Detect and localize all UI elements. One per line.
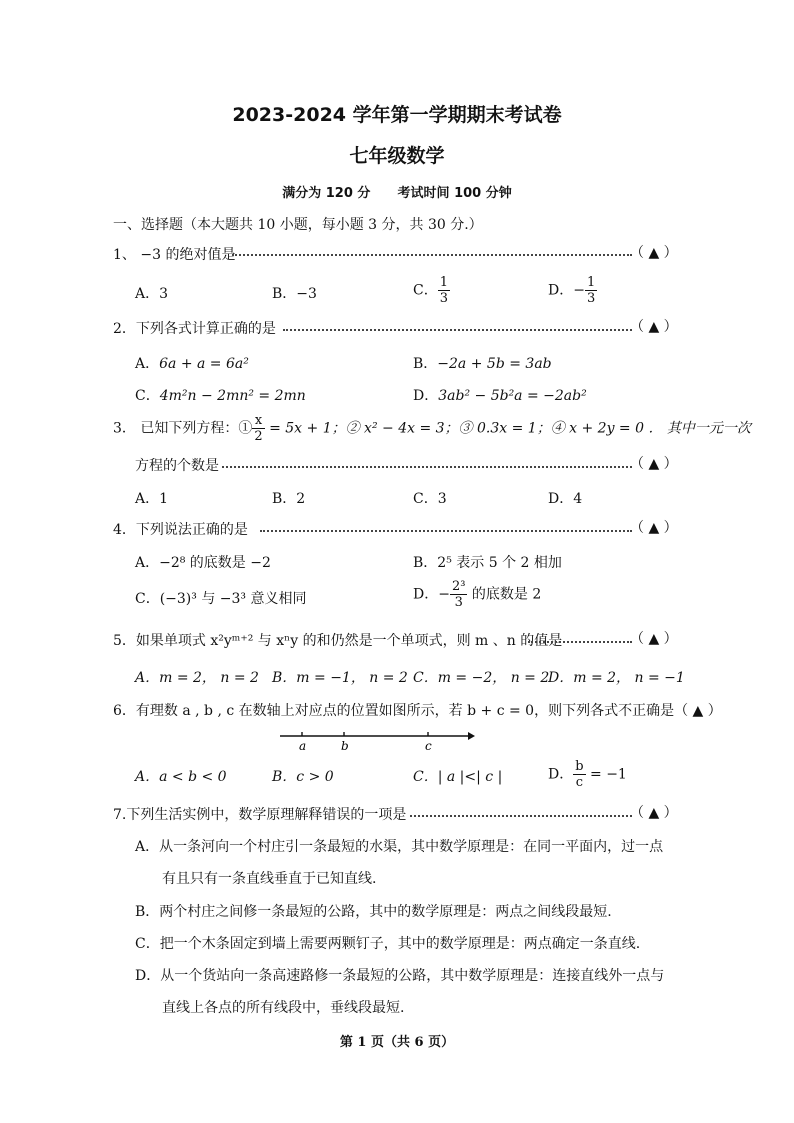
number-line	[280, 724, 475, 752]
answer-mark: （ ▲ ）	[630, 245, 678, 261]
page-footer: 第 1 页（共 6 页）	[339, 1035, 455, 1050]
question-2-stem: 2．下列各式计算正确的是	[113, 321, 276, 337]
answer-mark: （ ▲ ）	[630, 456, 678, 472]
point-a-label: a	[299, 739, 307, 752]
q7-option-a-line2: 有且只有一条直线垂直于已知直线.	[162, 871, 377, 887]
exam-title: 2023-2024 学年第一学期期末考试卷	[232, 104, 562, 126]
question-5-stem: 5．如果单项式 x²yᵐ⁺² 与 xⁿy 的和仍然是一个单项式，则 m 、n 的值是	[113, 633, 563, 649]
q7-option-a-line1: A．从一条河向一个村庄引一条最短的水渠，其中数学原理是：在同一平面内，过一点	[135, 839, 664, 855]
q4-option-d: D．− $\frac{\text{2³}}{3}$ 的底数是 2	[413, 579, 542, 610]
q3-option-b: B．2	[272, 491, 306, 507]
q7-option-c: C．把一个木条固定到墙上需要两颗钉子，其中的数学原理是：两点确定一条直线.	[135, 936, 641, 952]
q4-option-a: A．−2⁸ 的底数是 −2	[135, 555, 271, 571]
q4-option-b: B．2⁵ 表示 5 个 2 相加	[413, 555, 562, 571]
answer-mark: （ ▲ ）	[630, 631, 678, 647]
dot-leader	[222, 466, 632, 468]
q1-option-c: C． $\frac{1}{3}$	[413, 275, 448, 306]
dot-leader	[410, 815, 632, 817]
dot-leader	[528, 641, 632, 643]
question-3-stem-line2: 方程的个数是	[135, 458, 219, 474]
question-4-stem: 4．下列说法正确的是	[113, 522, 248, 538]
q2-option-c: C．4m²n − 2mn² = 2mn	[135, 388, 306, 404]
q1-option-a: A．3	[135, 286, 169, 302]
q1-option-b: B．−3	[272, 286, 317, 302]
exam-info: 满分为 120 分 考试时间 100 分钟	[282, 186, 512, 201]
dot-leader	[283, 329, 632, 331]
q6-option-a: A．a < b < 0	[135, 769, 227, 785]
q7-option-b: B．两个村庄之间修一条最短的公路，其中的数学原理是：两点之间线段最短.	[135, 904, 612, 920]
q6-option-c: C．| a |<| c |	[413, 769, 503, 785]
answer-mark: （ ▲ ）	[630, 319, 678, 335]
q5-option-a: A．m = 2， n = 2	[135, 670, 259, 686]
point-b-label: b	[341, 739, 349, 752]
q7-option-d-line1: D．从一个货站向一条高速路修一条最短的公路，其中数学原理是：连接直线外一点与	[135, 968, 665, 984]
question-6-stem: 6．有理数 a , b , c 在数轴上对应点的位置如图所示，若 b + c = 0，则下列各式不正确是（ ▲ ）	[113, 703, 722, 719]
q6-option-d: D． $\frac{b}{c}$ = −1	[548, 759, 627, 790]
q2-option-a: A．6a + a = 6a²	[135, 356, 249, 372]
q1-option-d: D．− $\frac{1}{3}$	[548, 275, 596, 306]
q4-option-c: C．(−3)³ 与 −3³ 意义相同	[135, 591, 307, 607]
section-heading: 一、选择题（本大题共 10 小题，每小题 3 分，共 30 分.）	[113, 217, 483, 233]
q5-option-c: C．m = −2， n = 2	[413, 670, 550, 686]
question-3-stem: 3． 已知下列方程：① $\frac{x}{2}$ = 5x + 1；② x² − 4x = 3；③ 0.3x = 1；④ x + 2y = 0 ． 其中一元一次	[113, 413, 751, 444]
q5-option-d: D．m = 2， n = −1	[548, 670, 685, 686]
q3-option-a: A．1	[135, 491, 169, 507]
question-1-stem: 1、 −3 的绝对值是	[113, 247, 236, 263]
q3-option-c: C．3	[413, 491, 447, 507]
q6-option-b: B．c > 0	[272, 769, 334, 785]
question-7-stem: 7.下列生活实例中，数学原理解释错误的一项是	[113, 807, 407, 823]
q2-option-b: B．−2a + 5b = 3ab	[413, 356, 552, 372]
dot-leader	[232, 254, 632, 256]
exam-subtitle: 七年级数学	[349, 145, 445, 167]
point-c-label: c	[425, 739, 432, 752]
answer-mark: （ ▲ ）	[630, 805, 678, 821]
q7-option-d-line2: 直线上各点的所有线段中，垂线段最短.	[162, 1000, 405, 1016]
q3-option-d: D．4	[548, 491, 583, 507]
dot-leader	[260, 530, 632, 532]
q2-option-d: D．3ab² − 5b²a = −2ab²	[413, 388, 587, 404]
q5-option-b: B．m = −1， n = 2	[272, 670, 408, 686]
answer-mark: （ ▲ ）	[630, 520, 678, 536]
